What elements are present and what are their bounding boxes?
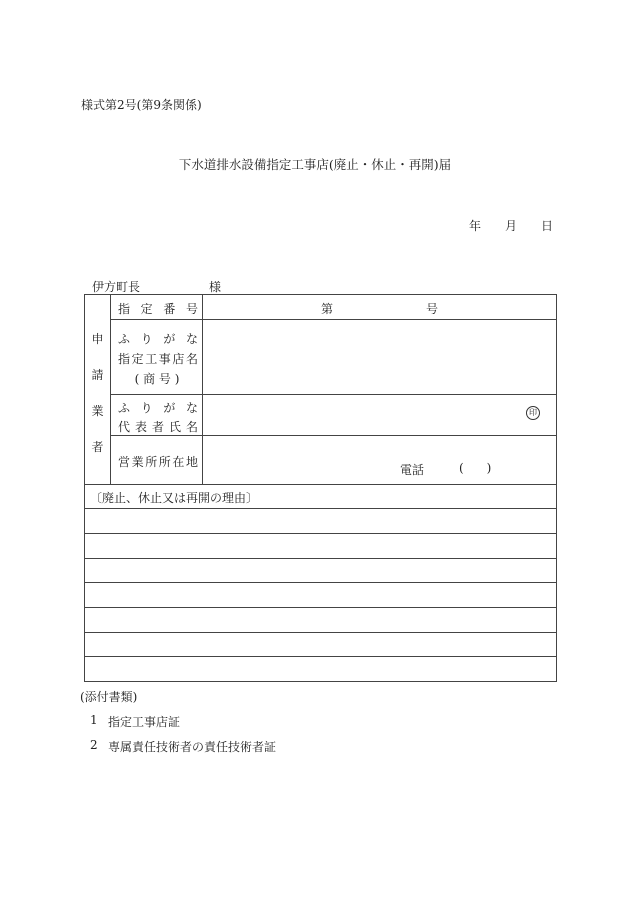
designation-number-suffix: 号 — [426, 302, 439, 316]
date-year-label: 年 — [469, 219, 482, 233]
divider-applicant-column — [110, 294, 111, 484]
attachment-number-1: 1 — [90, 713, 98, 727]
table-border-bottom — [84, 681, 557, 682]
store-furigana-label: ふ り が な — [118, 332, 198, 346]
applicant-label-char-3: 業 — [91, 404, 104, 418]
reason-label: 〔廃止、休止又は再開の理由〕 — [90, 491, 259, 505]
reason-line-1 — [84, 508, 557, 509]
addressee-name: 伊方町長 — [92, 280, 141, 294]
store-trade-name-label: ( 商 号 ) — [134, 372, 180, 386]
office-location-field[interactable] — [204, 437, 554, 483]
designation-number-prefix: 第 — [321, 302, 334, 316]
divider-label-column — [202, 294, 203, 484]
office-location-label: 営業所所在地 — [118, 455, 198, 469]
rep-name-label: 代表者氏名 — [118, 420, 198, 434]
attachment-number-2: 2 — [90, 738, 98, 752]
reason-field[interactable] — [84, 510, 557, 680]
attachments-heading: (添付書類) — [80, 690, 138, 704]
attachment-item-1: 指定工事店証 — [108, 715, 181, 729]
divider-row-2 — [110, 394, 557, 395]
divider-reason-top — [84, 484, 557, 485]
phone-field[interactable]: ( ) — [459, 461, 492, 475]
designation-number-label: 指 定 番 号 — [118, 302, 198, 316]
applicant-label-char-4: 者 — [91, 440, 104, 454]
rep-furigana-label: ふ り が な — [118, 401, 198, 415]
applicant-label-char-2: 請 — [91, 368, 104, 382]
applicant-label-char-1: 申 — [91, 332, 104, 346]
store-name-label: 指定工事店名 — [118, 352, 198, 366]
date-day-label: 日 — [541, 219, 554, 233]
store-name-field[interactable] — [204, 321, 554, 393]
divider-row-1 — [110, 319, 557, 320]
phone-label: 電話 — [400, 463, 425, 477]
divider-row-3 — [110, 435, 557, 436]
form-number: 様式第2号(第9条関係) — [81, 98, 202, 112]
table-border-top — [84, 294, 557, 295]
attachment-item-2: 専属責任技術者の責任技術者証 — [108, 740, 277, 754]
application-form-table — [84, 294, 557, 682]
addressee-honorific: 様 — [209, 280, 222, 294]
rep-name-field[interactable] — [204, 396, 554, 434]
document-title: 下水道排水設備指定工事店(廃止・休止・再開)届 — [178, 157, 452, 172]
seal-mark-icon: 印 — [526, 406, 540, 420]
date-month-label: 月 — [505, 219, 518, 233]
